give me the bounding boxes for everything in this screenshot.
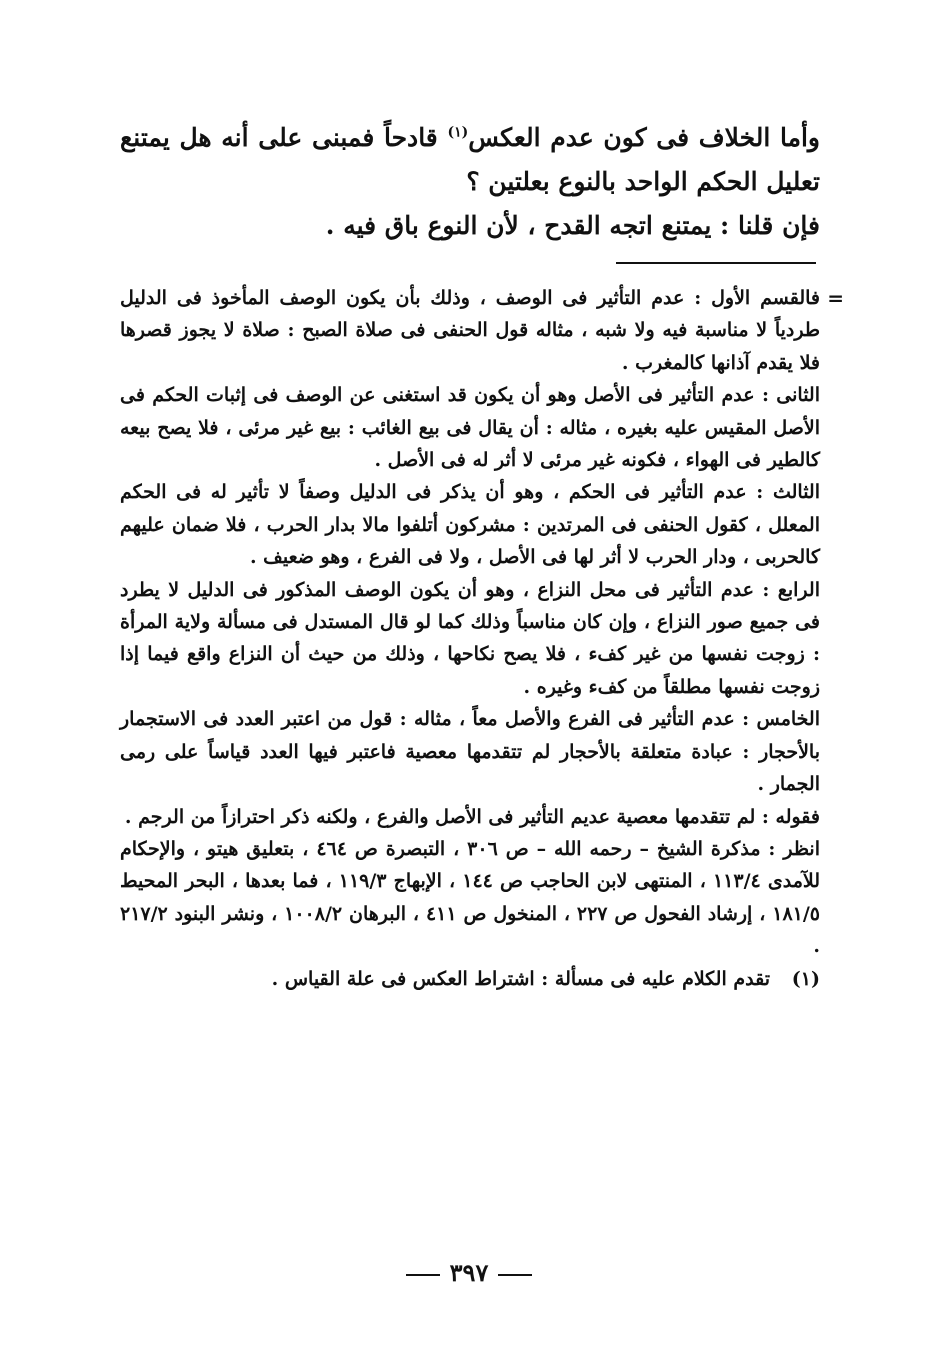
page-number: [0, 1258, 938, 1287]
footnotes-section: [120, 282, 844, 995]
main-line-1b: قادحاً فمبنى على أنه هل يمتنع تعليل الحكم الواحد بالنوع بعلتين ؟: [120, 123, 820, 196]
note-paragraph-6: فقوله : لم تتقدمها معصية عديم التأثير فى الأصل والفرع ، ولكنه ذكر احترازاً من الرجم .: [124, 805, 820, 828]
main-paragraph-2: فإن قلنا : يمتنع اتجه القدح ، لأن النوع باق فيه .: [325, 211, 820, 240]
page-number-dash-left: [406, 1274, 440, 1276]
footnote-text: تقدم الكلام عليه فى مسألة : اشتراط العكس فى علة القياس .: [271, 967, 770, 990]
note-paragraph-5: الخامس : عدم التأثير فى الفرع والأصل معاً ، مثاله : قول من اعتبر العدد فى الاستجمار بالأحجار : عبادة متعلقة بالأحجار لم تتقدمها معصية فاعتبر فيها العدد قياساً على رمى الجمار .: [120, 708, 820, 796]
note-paragraph-1: فالقسم الأول : عدم التأثير فى الوصف ، وذلك بأن يكون الوصف المأخوذ فى الدليل طردياً لا مناسبة فيه ولا شبه ، مثاله قول الحنفى فى صلاة الصبح : صلاة لا يجوز قصرها فلا يقدم آذانها كالمغرب .: [120, 287, 820, 374]
continuation-mark: =: [827, 286, 844, 310]
footnote-ref: (١): [447, 124, 469, 141]
continued-note: [120, 282, 844, 379]
note-paragraph-2: الثانى : عدم التأثير فى الأصل وهو أن يكون قد استغنى عن الوصف فى إثبات الحكم فى الأصل المقيس عليه بغيره ، مثاله : أن يقال فى بيع الغائب : بيع غير مرئى ، فلا يصح بيعه كالطير فى الهواء ، فكونه غير مرئى لا أثر له فى الأصل .: [120, 384, 820, 472]
page-number-value: ٣٩٧: [449, 1258, 489, 1287]
main-line-1a: وأما الخلاف فى كون عدم العكس: [468, 123, 820, 152]
footnote-separator: [616, 262, 816, 264]
main-paragraph-1: [120, 116, 820, 204]
note-paragraph-references: انظر : مذكرة الشيخ – رحمه الله – ص ٣٠٦ ، التبصرة ص ٤٦٤ ، بتعليق هيتو ، والإحكام للآمدى ١١٣/٤ ، المنتهى لابن الحاجب ص ١٤٤ ، الإبهاج ١١٩/٣ ، فما بعدها ، البحر المحيط ١٨١/٥ ، إرشاد الفحول ص ٢٢٧ ، المنخول ص ٤١١ ، البرهان ١٠٠٨/٢ ، ونشر البنود ٢١٧/٢ .: [120, 837, 821, 958]
page-number-dash-right: [498, 1274, 532, 1276]
note-paragraph-3: الثالث : عدم التأثير فى الحكم ، وهو أن يذكر فى الدليل وصفاً لا تأثير له فى الحكم المعلل ، كقول الحنفى فى المرتدين : مشركون أتلفوا مالا بدار الحرب ، فلا ضمان عليهم كالحربى ، ودار الحرب لا أثر لها فى الأصل ، ولا فى الفرع ، وهو ضعيف .: [120, 481, 820, 569]
footnote-1: [120, 963, 820, 995]
main-text: [120, 116, 820, 248]
footnote-number: (١): [791, 967, 820, 990]
note-paragraph-4: الرابع : عدم التأثير فى محل النزاع ، وهو أن يكون الوصف المذكور فى الدليل لا يطرد فى جميع صور النزاع ، وإن كان مناسباً وذلك كما لو قال المستدل فى مسألة ولاية المرأة : زوجت نفسها من غير كفء ، فلا يصح نكاحها ، وذلك من حيث أن النزاع واقع فيما إذا زوجت نفسها مطلقاً من كفء وغيره .: [120, 578, 820, 698]
